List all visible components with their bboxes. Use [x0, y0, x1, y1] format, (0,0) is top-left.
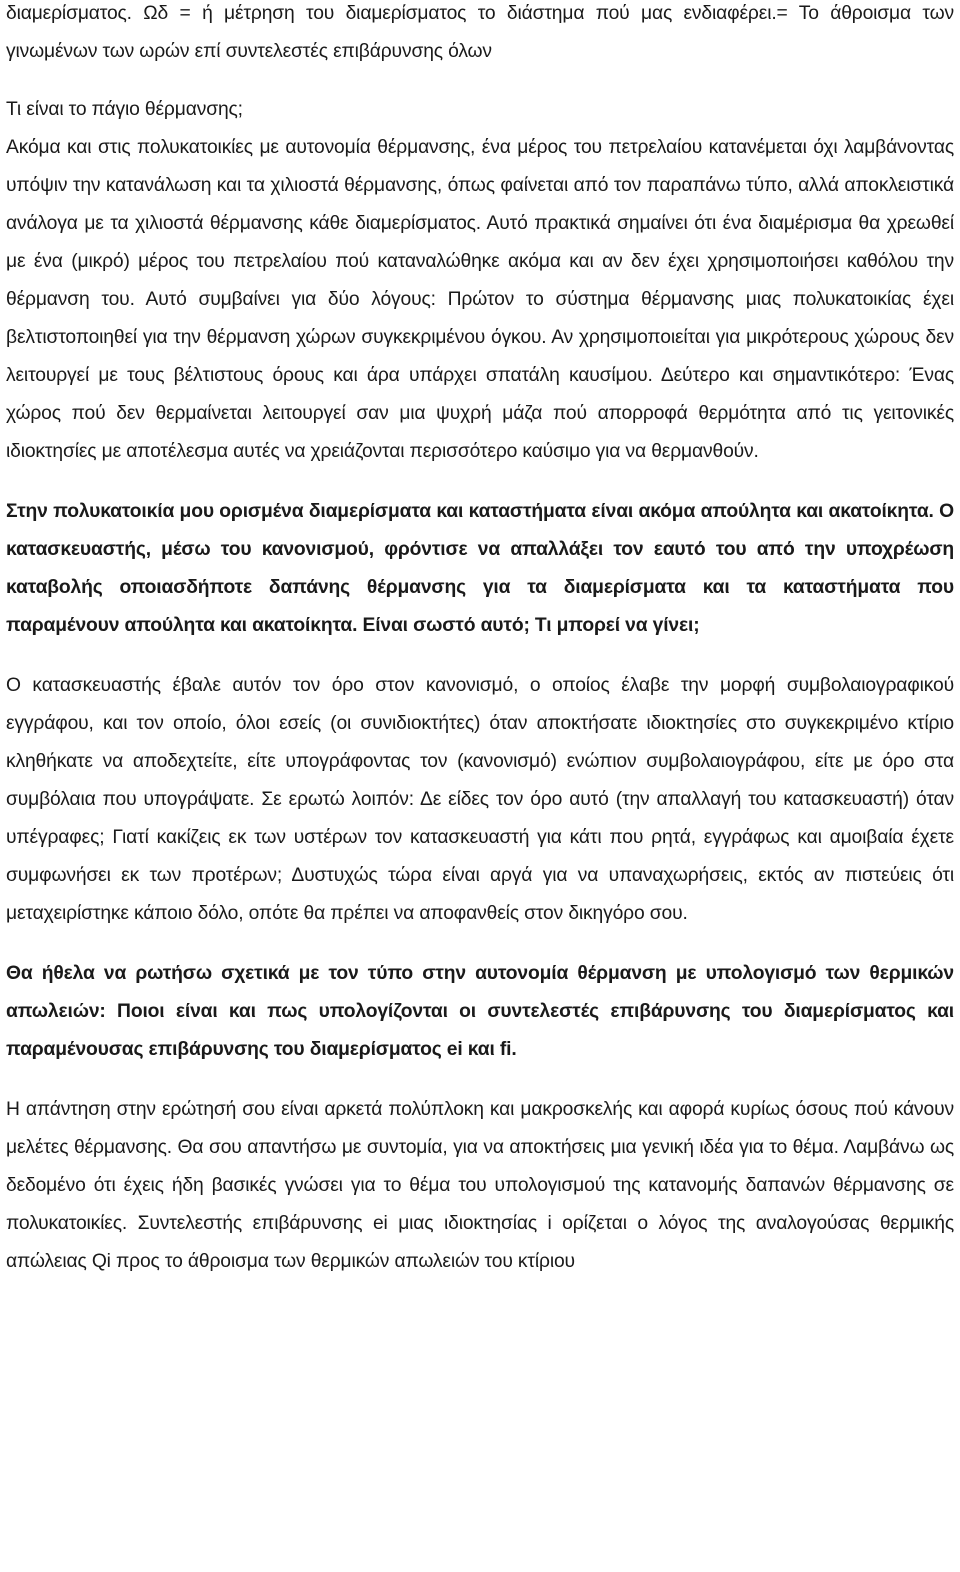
answer-unsold-apartments: Ο κατασκευαστής έβαλε αυτόν τον όρο στον κανονισμό, ο οποίος έλαβε την μορφή συμβολαιογραφικού εγγράφου, και τον οποίο, όλοι εσείς (οι συνιδιοκτήτες) όταν αποκτήσατε ιδιοκτησίες στο συγκεκριμένο κτίριο κληθήκατε να αποδεχτείτε, είτε υπογράφοντας τον (κανονισμό) ενώπιον συμβολαιογράφου, είτε με όρο στα συμβόλαια που υπογράψατε. Σε ερωτώ λοιπόν: Δε είδες τον όρο αυτό (την απαλλαγή του κατασκευαστή) όταν υπέγραφες; Γιατί κακίζεις εκ των υστέρων τον κατασκευαστή για κάτι που ρητά, εγγράφως και αμοιβαία έχετε συμφωνήσει εκ των προτέρων; Δυστυχώς τώρα είναι αργά για να υπαναχωρήσεις, εκτός αν πιστεύεις ότι μεταχειρίστηκε κάποιο δόλο, οπότε θα πρέπει να αποφανθείς στον δικηγόρο σου. — [6, 675, 954, 924]
body-paragraph-fixed-charge-explanation: Ακόμα και στις πολυκατοικίες με αυτονομία θέρμανσης, ένα μέρος του πετρελαίου κατανέμεται όχι λαμβάνοντας υπόψιν την κατανάλωση και τα χιλιοστά θέρμανσης, όπως φαίνεται από τον παραπάνω τύπο, αλλά αποκλειστικά ανάλογα με τα χιλιοστά θέρμανσης κάθε διαμερίσματος. Αυτό πρακτικά σημαίνει ότι ένα διαμέρισμα θα χρεωθεί με ένα (μικρό) μέρος του πετρελαίου πού καταναλώθηκε ακόμα και αν δεν έχει χρησιμοποιήσει καθόλου την θέρμανση του. Αυτό συμβαίνει για δύο λόγους: Πρώτον το σύστημα θέρμανσης μιας πολυκατοικίας έχει βελτιστοποιηθεί για την θέρμανση χώρων συγκεκριμένου όγκου. Αν χρησιμοποιείται για μικρότερους χώρους δεν λειτουργεί με τους βέλτιστους όρους και άρα υπάρχει σπατάλη καυσίμου. Δεύτερο και σημαντικότερο: Ένας χώρος πού δεν θερμαίνεται λειτουργεί σαν μια ψυχρή μάζα πού απορροφά θερμότητα από τις γειτονικές ιδιοκτησίες με αποτέλεσμα αυτές να χρειάζονται περισσότερο καύσιμο για να θερμανθούν. — [6, 137, 954, 462]
question-heat-loss-coefficients: Θα ήθελα να ρωτήσω σχετικά με τον τύπο στην αυτονομία θέρμανση με υπολογισμό των θερμικών απωλειών: Ποιοι είναι και πως υπολογίζονται οι συντελεστές επιβάρυνσης του διαμερίσματος και παραμένουσας επιβάρυνσης του διαμερίσματος ei και fi. — [6, 963, 954, 1060]
body-paragraph-intro: διαμερίσματος. Ωδ = ή μέτρηση του διαμερίσματος το διάστημα πού μας ενδιαφέρει.= Το άθροισμα των γινωμένων των ωρών επί συντελεστές επιβάρυνσης όλων — [6, 3, 954, 62]
document-page — [6, 0, 954, 1572]
question-unsold-apartments: Στην πολυκατοικία μου ορισμένα διαμερίσματα και καταστήματα είναι ακόμα απούλητα και ακατοίκητα. Ο κατασκευαστής, μέσω του κανονισμού, φρόντισε να απαλλάξει τον εαυτό του από την υποχρέωση καταβολής οποιασδήποτε δαπάνης θέρμανσης για τα διαμερίσματα και τα καταστήματα που παραμένουν απούλητα και ακατοίκητα. Είναι σωστό αυτό; Τι μπορεί να γίνει; — [6, 501, 954, 636]
answer-heat-loss-coefficients: Η απάντηση στην ερώτησή σου είναι αρκετά πολύπλοκη και μακροσκελής και αφορά κυρίως όσους πού κάνουν μελέτες θέρμανσης. Θα σου απαντήσω με συντομία, για να αποκτήσεις μια γενική ιδέα για το θέμα. Λαμβάνω ως δεδομένο ότι έχεις ήδη βασικές γνώσει για το θέμα του υπολογισμού της κατανομής δαπανών θέρμανσης σε πολυκατοικίες. Συντελεστής επιβάρυνσης ei μιας ιδιοκτησίας i ορίζεται ο λόγος της αναλογούσας θερμικής απώλειας Qi προς το άθροισμα των θερμικών απωλειών του κτίριου — [6, 1099, 954, 1272]
section-heading-fixed-heating-charge: Τι είναι το πάγιο θέρμανσης; — [6, 99, 243, 120]
